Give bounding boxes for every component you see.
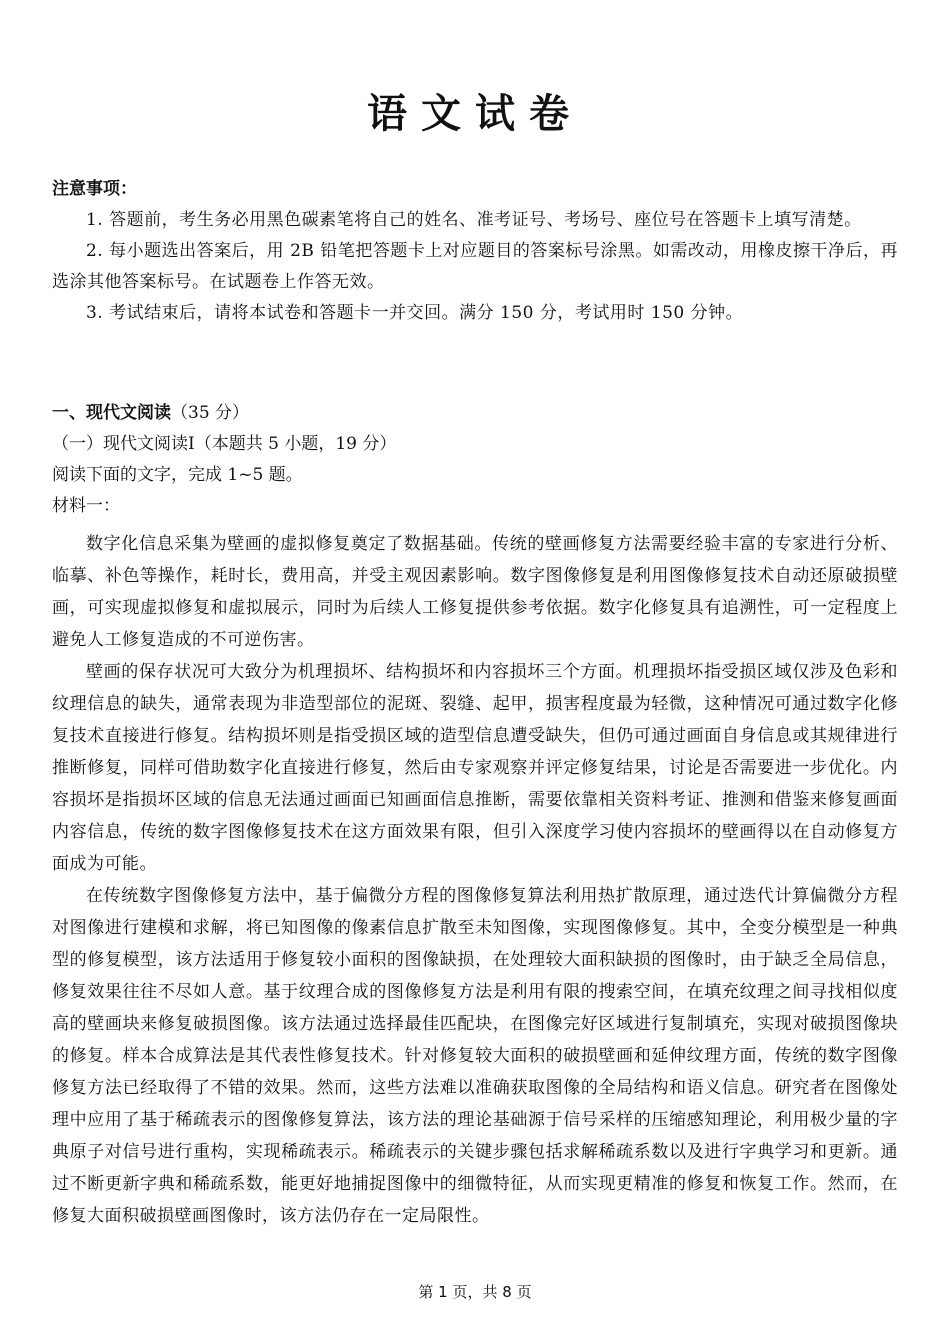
- article-paragraph-3: 在传统数字图像修复方法中，基于偏微分方程的图像修复算法利用热扩散原理，通过迭代计算偏微分方程对图像进行建模和求解，将已知图像的像素信息扩散至未知图像，实现图像修复。其中，全变分模型是一种典型的修复模型，该方法适用于修复较小面积的图像缺损，在处理较大面积缺损的图像时，由于缺乏全局信息，修复效果往往不尽如人意。基于纹理合成的图像修复方法是利用有限的搜索空间，在填充纹理之间寻找相似度高的壁画块来修复破损图像。该方法通过选择最佳匹配块，在图像完好区域进行复制填充，实现对破损图像块的修复。样本合成算法是其代表性修复技术。针对修复较大面积的破损壁画和延伸纹理方面，传统的数字图像修复方法已经取得了不错的效果。然而，这些方法难以准确获取图像的全局结构和语义信息。研究者在图像处理中应用了基于稀疏表示的图像修复算法，该方法的理论基础源于信号采样的压缩感知理论，利用极少量的字典原子对信号进行重构，实现稀疏表示。稀疏表示的关键步骤包括求解稀疏系数以及进行字典学习和更新。通过不断更新字典和稀疏系数，能更好地捕捉图像中的细微特征，从而实现更精准的修复和恢复工作。然而，在修复大面积破损壁画图像时，该方法仍存在一定局限性。: [52, 886, 898, 1226]
- article-paragraph-2: 壁画的保存状况可大致分为机理损坏、结构损坏和内容损坏三个方面。机理损坏指受损区域仅涉及色彩和纹理信息的缺失，通常表现为非造型部位的泥斑、裂缝、起甲，损害程度最为轻微，这种情况可通过数字化修复技术直接进行修复。结构损坏则是指受损区域的造型信息遭受缺失，但仍可通过画面自身信息或其规律进行推断修复，同样可借助数字化直接进行修复，然后由专家观察并评定修复结果，讨论是否需要进一步优化。内容损坏是指损坏区域的信息无法通过画面已知画面信息推断，需要依靠相关资料考证、推测和借鉴来修复画面内容信息，传统的数字图像修复技术在这方面效果有限，但引入深度学习使内容损坏的壁画得以在自动修复方面成为可能。: [52, 662, 898, 874]
- article-body: [52, 528, 898, 1232]
- section-heading-line: [52, 398, 898, 429]
- section-heading: 一、现代文阅读: [52, 403, 171, 423]
- notice-item-1: 1. 答题前，考生务必用黑色碳素笔将自己的姓名、准考证号、考场号、座位号在答题卡上填写清楚。: [86, 210, 862, 230]
- section-sub-heading: （一）现代文阅读Ⅰ（本题共 5 小题，19 分）: [52, 434, 397, 454]
- section-score: （35 分）: [171, 403, 250, 423]
- notice-block: [52, 174, 898, 329]
- material-label: 材料一：: [52, 496, 120, 516]
- page-footer: 第 1 页，共 8 页: [418, 1283, 532, 1301]
- notice-item-3: 3. 考试结束后，请将本试卷和答题卡一并交回。满分 150 分，考试用时 150 分钟。: [86, 303, 744, 323]
- article-paragraph-1: 数字化信息采集为壁画的虚拟修复奠定了数据基础。传统的壁画修复方法需要经验丰富的专家进行分析、临摹、补色等操作，耗时长，费用高，并受主观因素影响。数字图像修复是利用图像修复技术自动还原破损壁画，可实现虚拟修复和虚拟展示，同时为后续人工修复提供参考依据。数字化修复具有追溯性，可一定程度上避免人工修复造成的不可逆伤害。: [52, 534, 898, 650]
- notice-heading: 注意事项：: [52, 179, 137, 199]
- notice-item-2: 2. 每小题选出答案后，用 2B 铅笔把答题卡上对应题目的答案标号涂黑。如需改动，用橡皮擦干净后，再选涂其他答案标号。在试题卷上作答无效。: [52, 241, 898, 292]
- section-header-block: [52, 398, 898, 522]
- page-title: 语文试卷: [367, 90, 583, 137]
- section-instruction: 阅读下面的文字，完成 1~5 题。: [52, 465, 303, 485]
